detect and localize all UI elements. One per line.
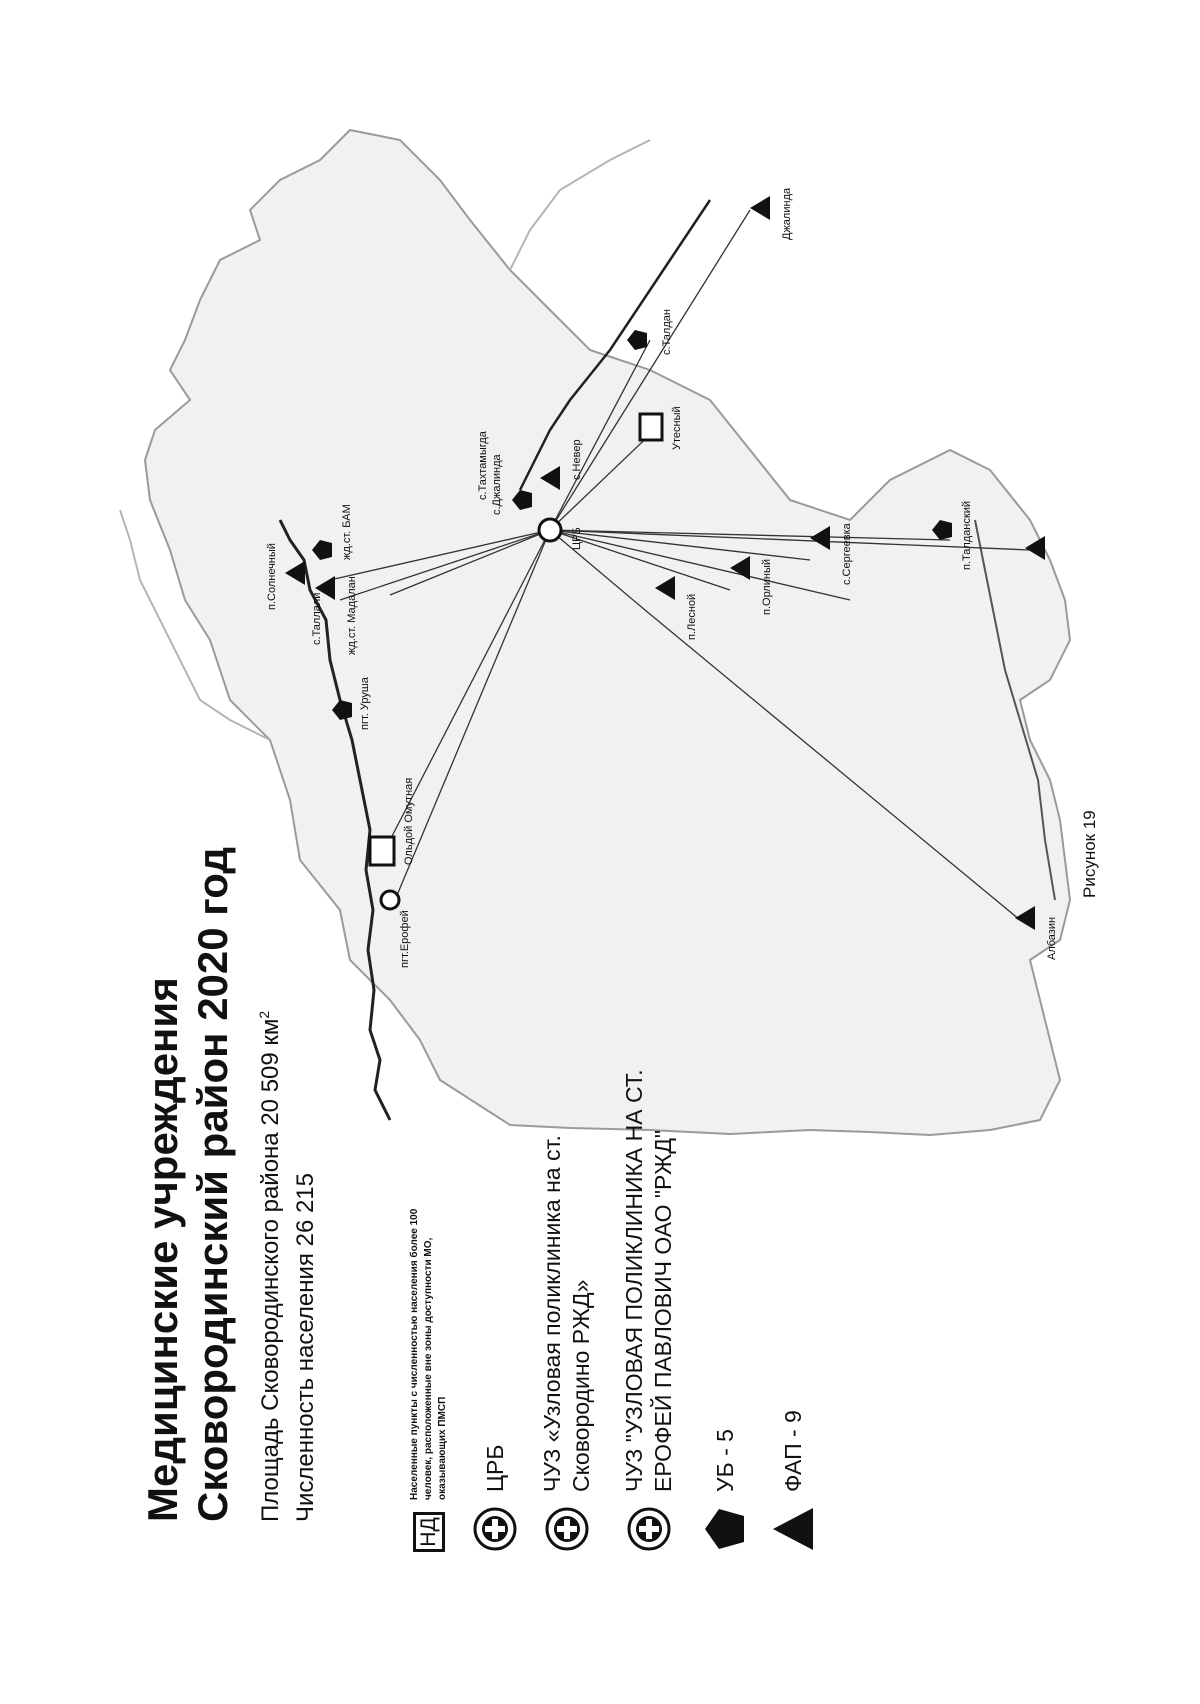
legend-chuz-erofey-text — [620, 1069, 678, 1492]
map-label: Ольдой Омутная — [403, 777, 415, 865]
area-stat — [256, 1011, 285, 1522]
legend-ub-text: УБ - 5 — [711, 1429, 738, 1492]
map-label: Джалинда — [781, 187, 793, 240]
legend-item-nd — [408, 1200, 450, 1552]
crb-marker — [539, 519, 561, 541]
map-label: ЦРБ — [571, 527, 583, 550]
map-label: жд.ст. БАМ — [341, 504, 353, 560]
map-label: с.Таллали — [311, 592, 323, 645]
title-line-2: Сковородинский район 2020 год — [189, 847, 236, 1522]
triangle-icon — [770, 1506, 816, 1552]
legend-nd-text: Населенные пункты с численностью населения более 100 человек, расположенные вне зоны доступности МО, оказывающих ПМСП — [409, 1208, 448, 1500]
legend-crb-text: ЦРБ — [481, 1444, 508, 1492]
legend-item-fap — [770, 1410, 816, 1552]
district-outline — [145, 130, 1070, 1135]
map-label: п.Солнечный — [266, 543, 278, 610]
map-label: Утесный — [671, 406, 683, 450]
legend-chuz-skovorodino-line-1: ЧУЗ «Узловая поликлиника на ст. — [539, 1135, 565, 1492]
medical-cross-icon — [472, 1506, 518, 1552]
legend-item-ub — [702, 1429, 748, 1552]
legend-chuz-erofey-line-2: ЕРОФЕЙ ПАВЛОВИЧ ОАО "РЖД" — [650, 1129, 676, 1492]
nd-icon: НД — [413, 1512, 445, 1552]
population-stat: Численность населения 26 215 — [292, 1172, 319, 1522]
map-label: жд.ст. Мадалан — [346, 576, 358, 655]
map-label: п.Лесной — [686, 593, 698, 640]
ub-marker — [627, 330, 647, 350]
area-text: Площадь Сковородинского района 20 509 км — [257, 1018, 284, 1522]
medical-cross-icon — [544, 1506, 590, 1552]
map-label: Албазин — [1046, 916, 1058, 960]
fap-marker — [750, 196, 770, 220]
legend-item-chuz-erofey — [620, 1069, 678, 1552]
area-superscript: 2 — [256, 1010, 272, 1019]
figure-caption: Рисунок 19 — [1080, 810, 1099, 898]
nd-marker — [370, 837, 394, 865]
map-label: с.Тахтамыгда — [477, 431, 489, 500]
pentagon-icon — [702, 1506, 748, 1552]
map-label: с.Джалинда — [491, 454, 503, 515]
chuz-erofey-marker — [381, 891, 399, 909]
legend-item-crb — [472, 1445, 518, 1552]
map-label: п.Талданский — [961, 501, 973, 570]
legend-chuz-skovorodino-line-2: Сковородино РЖД» — [568, 1279, 594, 1492]
slide-title — [138, 847, 238, 1522]
nd-marker — [640, 414, 662, 440]
legend-chuz-erofey-line-1: ЧУЗ "УЗЛОВАЯ ПОЛИКЛИНИКА НА СТ. — [621, 1069, 647, 1492]
legend-item-chuz-skovorodino — [538, 1135, 596, 1552]
map-label: п.Орлиный — [761, 559, 773, 615]
map-label: с.Талдан — [661, 309, 673, 355]
map-label: с.Сергеевка — [841, 523, 853, 585]
map-label: пгт.Ерофей — [399, 910, 411, 968]
medical-cross-icon — [626, 1506, 672, 1552]
title-line-1: Медицинские учреждения — [139, 977, 186, 1522]
map-label: с.Невер — [571, 439, 583, 480]
legend-fap-text: ФАП - 9 — [779, 1410, 806, 1492]
legend-chuz-skovorodino-text — [538, 1135, 596, 1492]
map-label: пгт. Уруша — [359, 677, 371, 730]
map-slide — [90, 100, 1090, 1600]
neighbor-region-outline — [510, 140, 650, 270]
